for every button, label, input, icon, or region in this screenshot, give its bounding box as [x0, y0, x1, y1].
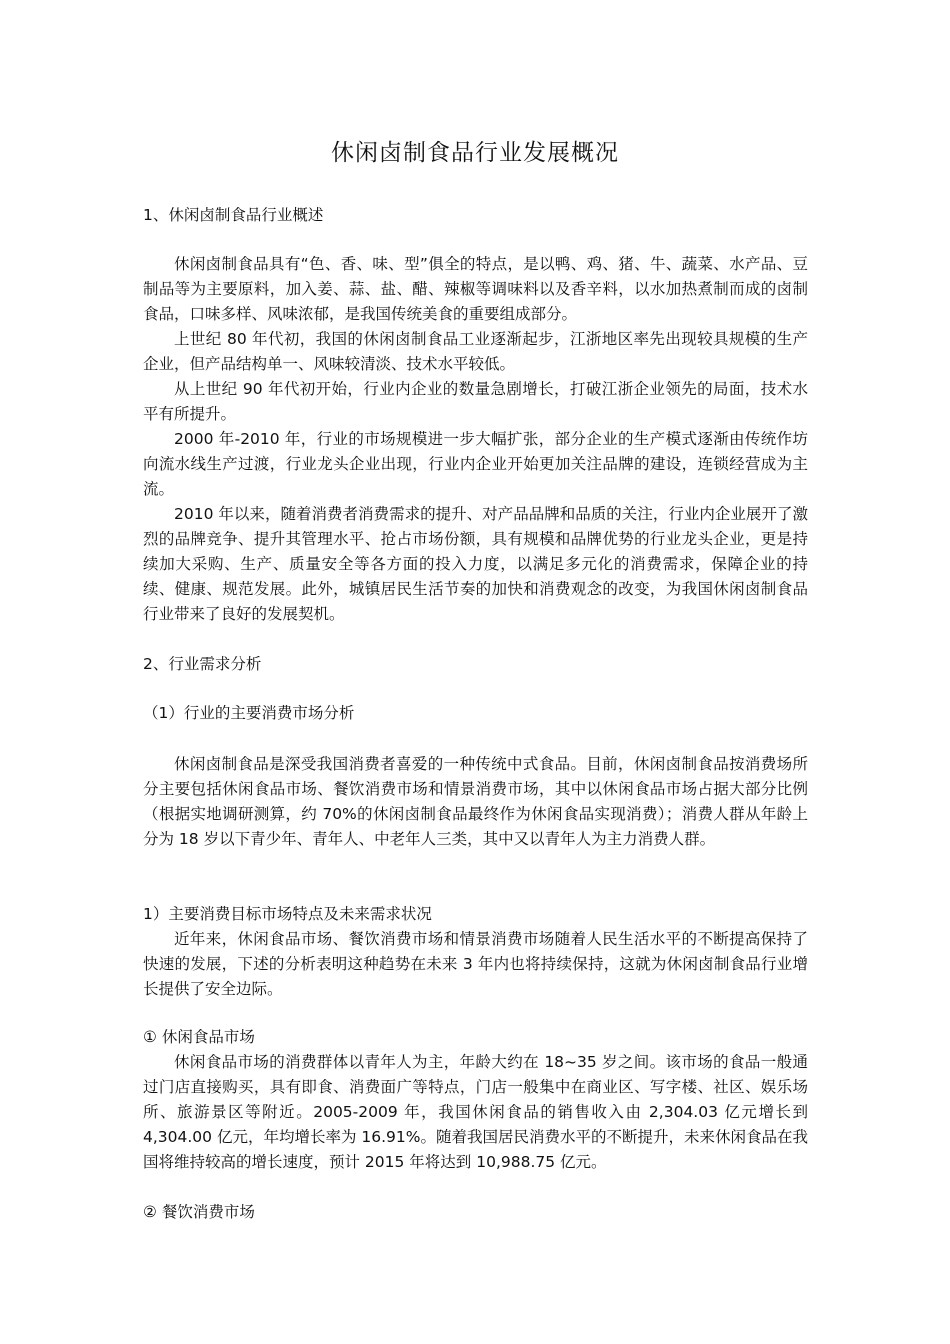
market-heading-catering: ② 餐饮消费市场: [143, 1203, 255, 1221]
paragraph-consumer-market: 休闲卤制食品是深受我国消费者喜爱的一种传统中式食品。目前，休闲卤制食品按消费场所分主要包括休闲食品市场、餐饮消费市场和情景消费市场，其中以休闲食品市场占据大部分比例（根据实地调研测算，约 70%的休闲卤制食品最终作为休闲食品实现消费）；消费人群从年龄上分为 18 岁以下青少年、青年人、中老年人三类，其中又以青年人为主力消费人群。: [143, 755, 808, 848]
paragraph-2010-onward: 2010 年以来，随着消费者消费需求的提升、对产品品牌和品质的关注，行业内企业展开了激烈的品牌竞争、提升其管理水平、抢占市场份额，具有规模和品牌优势的行业龙头企业，更是持续加大采购、生产、质量安全等各方面的投入力度，以满足多元化的消费需求，保障企业的持续、健康、规范发展。此外，城镇居民生活节奏的加快和消费观念的改变，为我国休闲卤制食品行业带来了良好的发展契机。: [143, 505, 808, 623]
section-heading-overview: 1、休闲卤制食品行业概述: [143, 206, 324, 224]
paragraph-1980s: 上世纪 80 年代初，我国的休闲卤制食品工业逐渐起步，江浙地区率先出现较具规模的生产企业，但产品结构单一、风味较清淡、技术水平较低。: [143, 330, 808, 373]
market-heading-snack-food: ① 休闲食品市场: [143, 1028, 255, 1046]
document-title: 休闲卤制食品行业发展概况: [331, 140, 619, 166]
paragraph-snack-food-market: 休闲食品市场的消费群体以青年人为主，年龄大约在 18~35 岁之间。该市场的食品一般通过门店直接购买，具有即食、消费面广等特点，门店一般集中在商业区、写字楼、社区、娱乐场所、旅游景区等附近。2005-2009 年，我国休闲食品的销售收入由 2,304.03 亿元增长到 4,304.00 亿元，年均增长率为 16.91%。随着我国居民消费水平的不断提升，未来休闲食品在我国将维持较高的增长速度，预计 2015 年将达到 10,988.75 亿元。: [143, 1053, 808, 1171]
paragraph-1990s: 从上世纪 90 年代初开始，行业内企业的数量急剧增长，打破江浙企业领先的局面，技术水平有所提升。: [143, 380, 808, 423]
paragraph-target-market: 近年来，休闲食品市场、餐饮消费市场和情景消费市场随着人民生活水平的不断提高保持了快速的发展，下述的分析表明这种趋势在未来 3 年内也将持续保持，这就为休闲卤制食品行业增长提供了安全边际。: [143, 930, 808, 998]
paragraph-2000-2010: 2000 年-2010 年，行业的市场规模进一步大幅扩张，部分企业的生产模式逐渐由传统作坊向流水线生产过渡，行业龙头企业出现，行业内企业开始更加关注品牌的建设，连锁经营成为主流。: [143, 430, 808, 498]
section-heading-demand: 2、行业需求分析: [143, 655, 262, 673]
subsection-heading-consumer-market: （1）行业的主要消费市场分析: [143, 704, 355, 722]
subsection-heading-target-market: 1）主要消费目标市场特点及未来需求状况: [143, 905, 432, 923]
paragraph-definition: 休闲卤制食品具有“色、香、味、型”俱全的特点，是以鸭、鸡、猪、牛、蔬菜、水产品、豆制品等为主要原料，加入姜、蒜、盐、醋、辣椒等调味料以及香辛料，以水加热煮制而成的卤制食品，口味多样、风味浓郁，是我国传统美食的重要组成部分。: [143, 255, 808, 323]
